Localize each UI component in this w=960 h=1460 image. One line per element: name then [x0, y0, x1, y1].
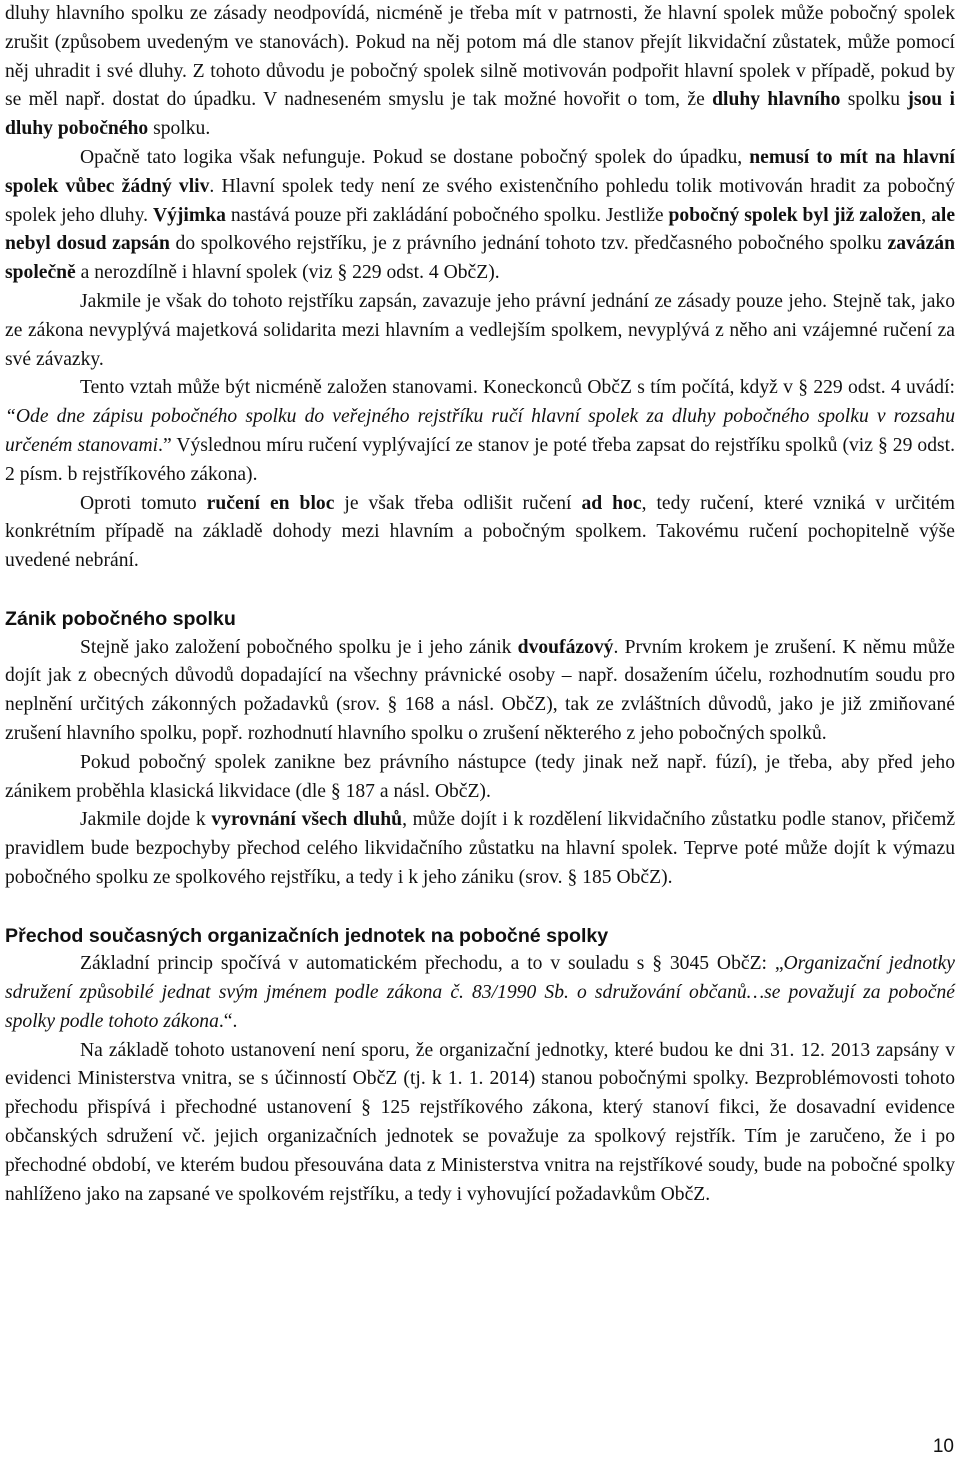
bold-text: ručení en bloc: [206, 492, 335, 514]
italic-quote: Organizační jednotky sdružení způsobilé jednat svým jménem podle zákona č. 83/1990 Sb. o sdružování občanů…se považují za pobočné spolky podle tohoto zákona: [5, 953, 955, 1032]
text-run: , tedy ručení, které vzniká v určitém konkrétním případě na základě dohody mezi hlavním a pobočným spolkem. Takovému ručení pochopitelně výše uvedené nebrání.: [5, 492, 955, 572]
text-run: Pokud pobočný spolek zanikne bez právního nástupce (tedy jinak než např. fúzí), je třeba, aby před jeho zánikem proběhla klasická likvidace (dle § 187 a násl. ObčZ).: [5, 751, 955, 802]
bold-text: jsou i dluhy pobočného: [5, 89, 955, 140]
text-run: Tento vztah může být nicméně založen stanovami. Koneckonců ObčZ s tím počítá, když v § 229 odst. 4 uvádí:: [80, 377, 955, 399]
text-run: Jakmile dojde k: [80, 809, 212, 831]
text-run: je však třeba odlišit ručení: [334, 492, 582, 514]
bold-text: nemusí to mít na hlavní spolek vůbec žádný vliv: [5, 146, 955, 197]
body-paragraph: [5, 1037, 955, 1210]
body-paragraph: [5, 374, 955, 489]
bold-text: vyrovnání všech dluhů: [211, 809, 403, 831]
body-paragraph: [5, 634, 955, 749]
text-run: Základní princip spočívá v automatickém přechodu, a to v souladu s § 3045 ObčZ: „: [80, 953, 784, 975]
body-paragraph: [5, 144, 955, 288]
text-run: do spolkového rejstříku, je z právního jednání tohoto tzv. předčasného pobočného spolku: [169, 233, 888, 255]
text-run: Jakmile je však do tohoto rejstříku zapsán, zavazuje jeho právní jednání ze zásady pouze jeho. Stejně tak, jako ze zákona nevyplývá majetková solidarita mezi hlavním a vedlejším spolkem, nevyplývá z něho ani vzájemné ručení za své závazky.: [5, 290, 955, 370]
bold-text: dluhy hlavního: [712, 89, 841, 111]
text-run: dluhy hlavního spolku ze zásady neodpovídá, nicméně je třeba mít v patrnosti, že hlavní spolek může pobočný spolek zrušit (způsobem uvedeným ve stanovách). Pokud na něj potom má dle stanov přejít likvidační zůstatek, může pomocí něj uhradit i své dluhy. Z tohoto důvodu je pobočný spolek silně motivován podpořit hlavní spolek v případě, pokud by se měl např. dostat do úpadku. V nadneseném smyslu je tak možné hovořit o tom, že: [5, 3, 955, 111]
text-run: spolku: [840, 89, 908, 111]
bold-text: ad hoc: [581, 492, 642, 514]
body-paragraph: [5, 0, 955, 144]
body-paragraph: [5, 490, 955, 576]
text-run: spolku.: [148, 118, 211, 140]
body-paragraph: [5, 806, 955, 892]
text-run: . Hlavní spolek tedy není ze svého existenčního pohledu tolik motivován hradit za pobočný spolek jeho dluhy.: [5, 175, 955, 226]
text-run: Na základě tohoto ustanovení není sporu, že organizační jednotky, které budou ke dni 31. 12. 2013 zapsány v evidenci Ministerstva vnitra, se s účinností ObčZ (tj. k 1. 1. 2014) stanou pobočnými spolky. Bezproblémovosti tohoto přechodu přispívá i přechodné ustanovení § 125 rejstříkového zákona, který stanoví fikci, že dosavadní evidence občanských sdružení vč. jejich organizačních jednotek se považuje za spolkový rejstřík. Tím je zaručeno, že i po přechodné období, ve kterém budou přesouvána data z Ministerstva vnitra na rejstříkové soudy, bude na pobočné spolky nahlíženo jako na zapsané ve spolkovém rejstříku, a tedy i vyhovující požadavkům ObčZ.: [5, 1039, 955, 1205]
bold-text: ale nebyl dosud zapsán: [5, 204, 956, 255]
body-paragraph: [5, 288, 955, 374]
section-heading: Přechod současných organizačních jednotek na pobočné spolky: [5, 924, 609, 947]
document-page: [5, 0, 955, 1209]
text-run: nastává pouze při zakládání pobočného spolku. Jestliže: [225, 204, 669, 226]
body-paragraph: [5, 950, 955, 1036]
text-run: .“.: [218, 1010, 238, 1032]
bold-text: Výjimka: [152, 204, 226, 226]
bold-text: pobočný spolek byl již založen: [668, 204, 922, 226]
section-gap: [5, 893, 955, 922]
bold-text: dvoufázový: [517, 636, 614, 658]
section-heading: Zánik pobočného spolku: [5, 607, 236, 630]
bold-text: zavázán společně: [5, 233, 955, 284]
italic-quote: “Ode dne zápisu pobočného spolku do veřejného rejstříku ručí hlavní spolek za dluhy pobočného spolku v rozsahu určeném stanovami: [5, 406, 955, 456]
text-run: a nerozdílně i hlavní spolek (viz § 229 odst. 4 ObčZ).: [75, 262, 500, 284]
text-run: . Prvním krokem je zrušení. K němu může dojít jak z obecných důvodů dopadající na všechny právnické osoby – např. dosažením účelu, rozhodnutím soudu pro neplnění určitých zákonných požadavků (srov. § 168 a násl. ObčZ), tak ze zvláštních důvodů, jako je již zmiňované zrušení hlavního spolku, popř. rozhodnutí hlavního spolku o zrušení některého z jeho pobočných spolků.: [5, 636, 955, 744]
section-gap: [5, 576, 955, 605]
text-run: ,: [921, 204, 932, 226]
text-run: , může dojít i k rozdělení likvidačního zůstatku podle stanov, přičemž pravidlem bude bezpochyby přechod celého likvidačního zůstatku na hlavní spolek. Teprve poté může dojít k výmazu pobočného spolku ze spolkového rejstříku, a tedy i k jeho zániku (srov. § 185 ObčZ).: [5, 809, 956, 888]
text-run: Oproti tomuto: [80, 492, 207, 514]
text-run: Opačně tato logika však nefunguje. Pokud se dostane pobočný spolek do úpadku,: [80, 146, 750, 168]
body-paragraph: [5, 749, 955, 807]
page-number: 10: [932, 1436, 954, 1457]
text-run: Stejně jako založení pobočného spolku je i jeho zánik: [80, 636, 518, 658]
text-run: .” Výslednou míru ručení vyplývající ze stanov je poté třeba zapsat do rejstříku spolků (viz § 29 odst. 2 písm. b rejstříkového zákona).: [5, 434, 955, 485]
